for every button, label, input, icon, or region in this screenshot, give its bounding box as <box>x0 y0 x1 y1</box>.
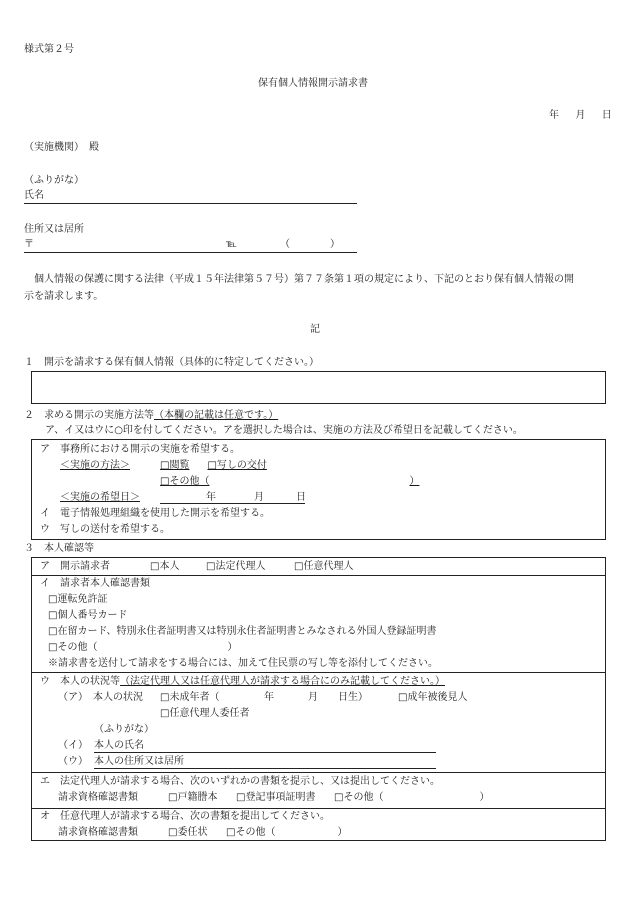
checkbox-other-method[interactable]: □その他（ ） <box>160 476 420 487</box>
requester-type-label: ア 開示請求者 <box>40 561 110 572</box>
desired-date-field[interactable]: 年 月 日 <box>160 492 305 504</box>
section2-box <box>31 439 606 540</box>
checkbox-power-of-attorney[interactable]: □委任状 <box>168 827 208 838</box>
postal-mark: 〒 <box>24 239 34 250</box>
checkbox-self[interactable]: □本人 <box>150 561 180 572</box>
divider <box>32 672 605 673</box>
date-line <box>549 110 612 122</box>
checkbox-adult-ward[interactable]: □成年被後見人 <box>398 692 468 703</box>
checkbox-minor[interactable]: □未成年者（ <box>160 692 220 703</box>
section1-input-box[interactable] <box>31 371 606 404</box>
intro-line-2: 示を請求します。 <box>24 291 104 302</box>
furigana-label: （ふりがな） <box>24 175 84 186</box>
checkbox-etsuran[interactable]: □閲覧 □写しの交付 <box>160 460 267 471</box>
date-month: 月 <box>575 110 586 121</box>
identity-docs-note: ※請求書を送付して請求をする場合には、加えて住民票の写し等を添付してください。 <box>48 658 438 669</box>
ki-heading: 記 <box>310 324 320 335</box>
desired-date-label: ＜実施の希望日＞ <box>60 492 140 503</box>
intro-line-1: 個人情報の保護に関する法律（平成１５年法律第５７号）第７７条第１項の規定により、下記のとおり保有個人情報の開 <box>24 274 574 285</box>
divider <box>32 808 605 809</box>
name-field[interactable] <box>24 203 357 204</box>
principal-name-marker: （イ） <box>58 740 88 751</box>
address-label: 住所又は居所 <box>24 224 84 235</box>
form-number: 様式第２号 <box>24 44 74 55</box>
tel-label: ℡ <box>226 239 237 250</box>
section3-box <box>31 557 606 841</box>
address-field[interactable] <box>24 252 357 253</box>
section3-title: ３ 本人確認等 <box>24 543 94 554</box>
legal-agent-docs-label: 請求資格確認書類 <box>58 792 138 803</box>
checkbox-other-id[interactable]: □その他（ ） <box>48 642 238 653</box>
principal-status-title: ウ 本人の状況等（法定代理人又は任意代理人が請求する場合にのみ記載してください。） <box>40 676 445 687</box>
section2-option-u[interactable]: ウ 写しの送付を希望する。 <box>40 524 170 535</box>
checkbox-voluntary-principal[interactable]: □任意代理人委任者 <box>160 708 250 719</box>
method-label: ＜実施の方法＞ <box>60 460 130 471</box>
principal-status-label: （ア） 本人の状況 <box>58 692 143 703</box>
form-title: 保有個人情報開示請求書 <box>258 78 368 89</box>
checkbox-koseki[interactable]: □戸籍謄本 <box>168 792 218 803</box>
checkbox-voluntary-agent[interactable]: □任意代理人 <box>294 561 354 572</box>
section2-option-i[interactable]: イ 電子情報処理組織を使用した開示を希望する。 <box>40 508 270 519</box>
section2-title <box>24 410 278 422</box>
divider <box>32 772 605 773</box>
section2-title-prefix: ２ 求める開示の実施方法等 <box>24 410 154 421</box>
checkbox-drivers-license[interactable]: □運転免許証 <box>48 594 108 605</box>
date-year: 年 <box>549 110 559 121</box>
principal-address-marker: （ウ） <box>58 756 88 767</box>
checkbox-voluntary-other[interactable]: □その他（ ） <box>226 827 348 838</box>
section1-title: １ 開示を請求する保有個人情報（具体的に特定してください。） <box>24 357 319 368</box>
addressee: （実施機関） 殿 <box>24 142 99 153</box>
principal-address-field[interactable]: 本人の住所又は居所 <box>94 756 436 769</box>
voluntary-agent-docs-title: オ 任意代理人が請求する場合、次の書類を提出してください。 <box>40 811 330 822</box>
date-day: 日 <box>601 110 612 121</box>
minor-birth-month: 月 <box>308 692 318 703</box>
checkbox-legal-agent[interactable]: □法定代理人 <box>206 561 266 572</box>
section2-note: ア、イ又はウに○印を付してください。アを選択した場合は、実施の方法及び希望日を記載してください。 <box>45 425 523 436</box>
divider <box>32 575 605 576</box>
name-label: 氏名 <box>24 190 44 201</box>
voluntary-agent-docs-label: 請求資格確認書類 <box>58 827 138 838</box>
checkbox-residence-card[interactable]: □在留カード、特別永住者証明書又は特別永住者証明書とみなされる外国人登録証明書 <box>48 626 437 637</box>
legal-agent-docs-title: エ 法定代理人が請求する場合、次のいずれかの書類を提示し、又は提出してください。 <box>40 776 440 787</box>
minor-birth-day: 日生） <box>338 692 368 703</box>
checkbox-registry-cert[interactable]: □登記事項証明書 <box>236 792 316 803</box>
identity-docs-label: イ 請求者本人確認書類 <box>40 578 150 589</box>
minor-birth-year: 年 <box>264 692 274 703</box>
checkbox-my-number-card[interactable]: □個人番号カード <box>48 610 128 621</box>
tel-parens: （ ） <box>280 239 340 250</box>
section2-title-optional: （本欄の記載は任意です。） <box>154 410 279 421</box>
checkbox-legal-other[interactable]: □その他（ ） <box>334 792 490 803</box>
principal-name-field[interactable]: 本人の氏名 <box>94 740 436 753</box>
principal-furigana-label: （ふりがな） <box>94 724 154 735</box>
section2-option-a[interactable]: ア 事務所における開示の実施を希望する。 <box>40 444 240 455</box>
